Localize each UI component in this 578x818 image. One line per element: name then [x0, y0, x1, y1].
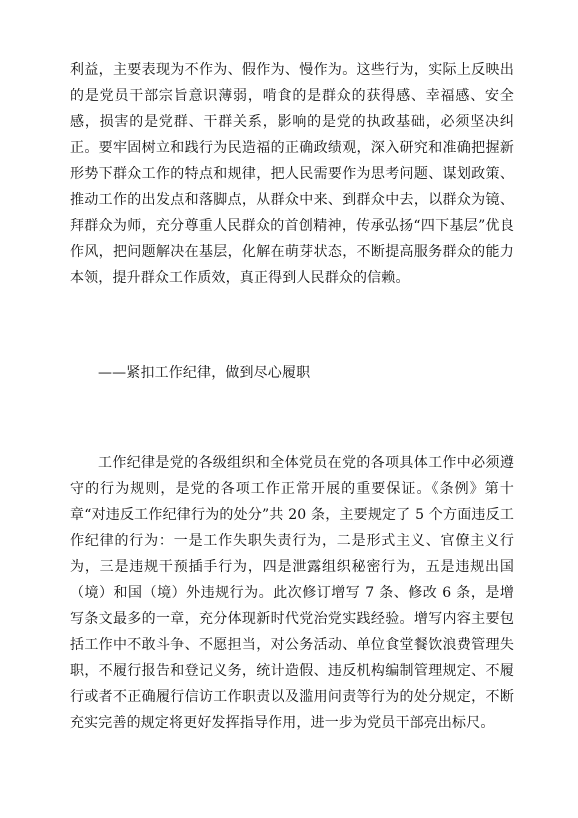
- section-heading-work-discipline: ——紧扣工作纪律，做到尽心履职: [98, 365, 311, 381]
- paragraph-people-centered-work: 利益，主要表现为不作为、假作为、慢作为。这些行为，实际上反映出的是党员干部宗旨意识薄弱，啃食的是群众的获得感、幸福感、安全感，损害的是党群、干群关系，影响的是党的执政基础，必须坚决纠正。要牢固树立和践行为民造福的正确政绩观，深入研究和准确把握新形势下群众工作的特点和规律，把人民需要作为思考问题、谋划政策、推动工作的出发点和落脚点，从群众中来、到群众中去，以群众为镜、拜群众为师，充分尊重人民群众的首创精神，传承弘扬“四下基层”优良作风，把问题解决在基层，化解在萌芽状态，不断提高服务群众的能力本领，提升群众工作质效，真正得到人民群众的信赖。: [70, 62, 514, 286]
- paragraph-work-discipline: 工作纪律是党的各级组织和全体党员在党的各项具体工作中必须遵守的行为规则，是党的各项工作正常开展的重要保证。《条例》第十章“对违反工作纪律行为的处分”共 20 条，主要规定了 5 个方面违反工作纪律的行为：一是工作失职失责行为，二是形式主义、官僚主义行为，三是违规干预插手行为，四是泄露组织秘密行为，五是违规出国（境）和国（境）外违规行为。此次修订增写 7 条、修改 6 条，是增写条文最多的一章，充分体现新时代党治党实践经验。增写内容主要包括工作中不敢斗争、不愿担当，对公务活动、单位食堂餐饮浪费管理失职，不履行报告和登记义务，统计造假、违反机构编制管理规定、不履行或者不正确履行信访工作职责以及滥用问责等行为的处分规定，不断充实完善的规定将更好发挥指导作用，进一步为党员干部亮出标尺。: [70, 455, 514, 731]
